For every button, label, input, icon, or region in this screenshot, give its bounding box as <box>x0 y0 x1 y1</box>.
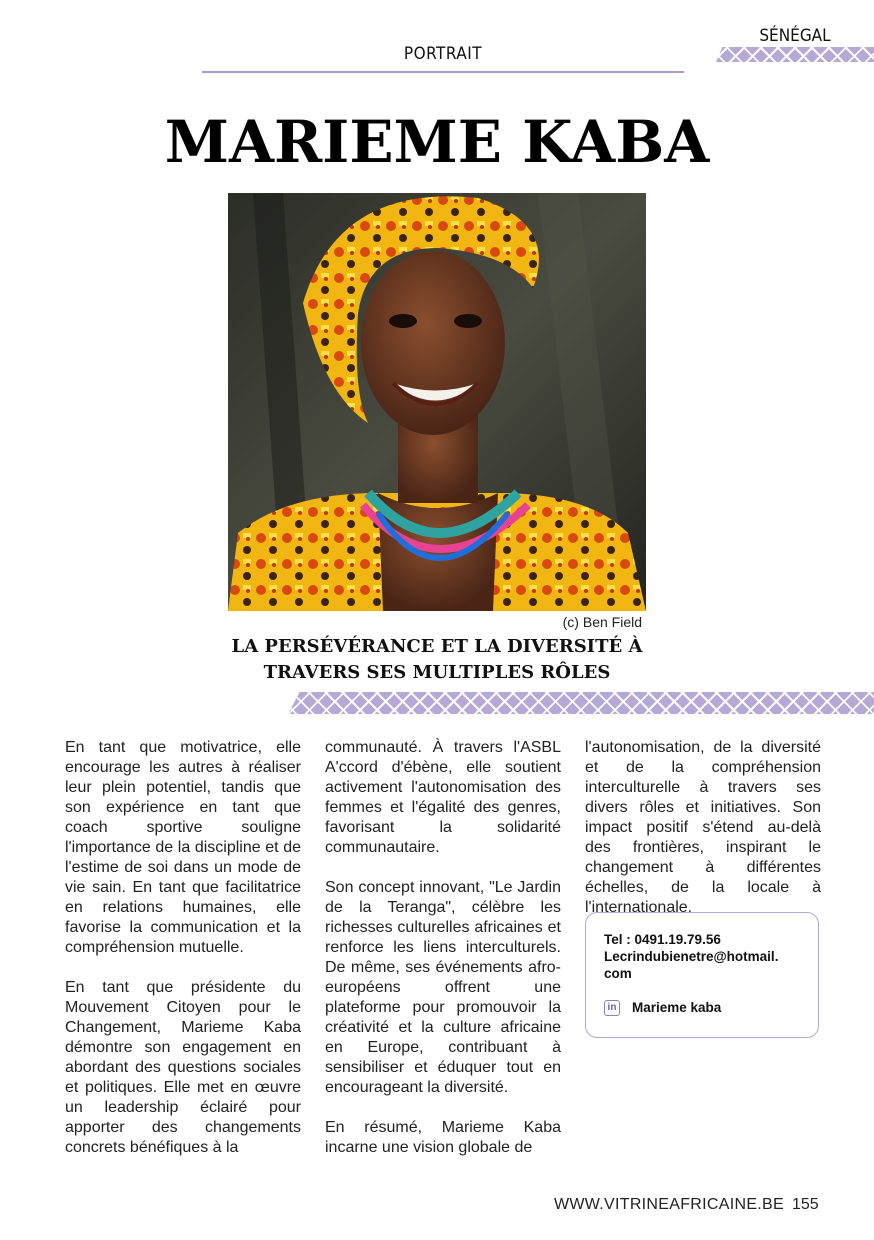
paragraph: En résumé, Marieme Kaba incarne une vision globale de <box>325 1119 561 1156</box>
subtitle-line-2: TRAVERS SES MULTIPLES RÔLES <box>263 662 611 683</box>
contact-phone: Tel : 0491.19.79.56 <box>604 932 721 947</box>
header-zigzag-band <box>716 47 874 62</box>
page-number: 155 <box>792 1196 819 1213</box>
section-rule <box>202 71 684 73</box>
linkedin-name[interactable]: Marieme kaba <box>632 1000 722 1015</box>
portrait-photo <box>228 193 646 611</box>
footer-website: WWW.VITRINEAFRICAINE.BE <box>553 1196 784 1213</box>
article-column-1 <box>65 738 301 1178</box>
paragraph: En tant que présidente du Mouvement Citoyen pour le Changement, Marieme Kaba démontre son engagement en abordant des questions sociales et politiques. Elle met en œuvre un leadership éclairé pour apporter des changements concrets bénéfiques à la <box>65 979 301 1156</box>
article-column-2 <box>325 738 561 1178</box>
section-label: PORTRAIT <box>403 44 483 64</box>
article-column-3 <box>585 738 821 938</box>
contact-email-line-1[interactable]: Lecrindubienetre@hotmail. <box>604 949 779 964</box>
paragraph: Son concept innovant, "Le Jardin de la Teranga", célèbre les richesses culturelles africaines et renforce les liens interculturels. De même, ses événements afro-européens offrent une plateforme pour promouvoir la créativité et la culture africaine en Europe, contribuant à sensibiliser et éduquer tout en encourageant la diversité. <box>325 879 561 1096</box>
linkedin-icon: in <box>604 1000 620 1016</box>
article-subtitle <box>200 634 674 686</box>
contact-email-line-2[interactable]: com <box>604 966 632 981</box>
page-title: MARIEME KABA <box>164 108 710 176</box>
paragraph: communauté. À travers l'ASBL A'ccord d'ébène, elle soutient activement l'autonomisation des femmes et l'égalité des genres, favorisant la solidarité communautaire. <box>325 739 561 856</box>
subtitle-line-1: LA PERSÉVÉRANCE ET LA DIVERSITÉ À <box>231 636 643 657</box>
paragraph: l'autonomisation, de la diversité et de la compréhension interculturelle à travers ses divers rôles et initiatives. Son impact positif s'étend au-delà des frontières, inspirant le changement à différentes échelles, de la locale à l'internationale. <box>585 739 821 916</box>
paragraph: En tant que motivatrice, elle encourage les autres à réaliser leur plein potentiel, tandis que son expérience en tant que coach sportive souligne l'importance de la discipline et de l'estime de soi dans un mode de vie sain. En tant que facilitatrice en relations humaines, elle favorise la communication et la compréhension mutuelle. <box>65 739 301 956</box>
contact-box <box>585 912 819 1038</box>
country-label: SÉNÉGAL <box>759 26 831 46</box>
photo-credit: (c) Ben Field <box>562 614 642 630</box>
divider-zigzag-band <box>288 692 874 714</box>
contact-linkedin[interactable] <box>604 999 800 1016</box>
